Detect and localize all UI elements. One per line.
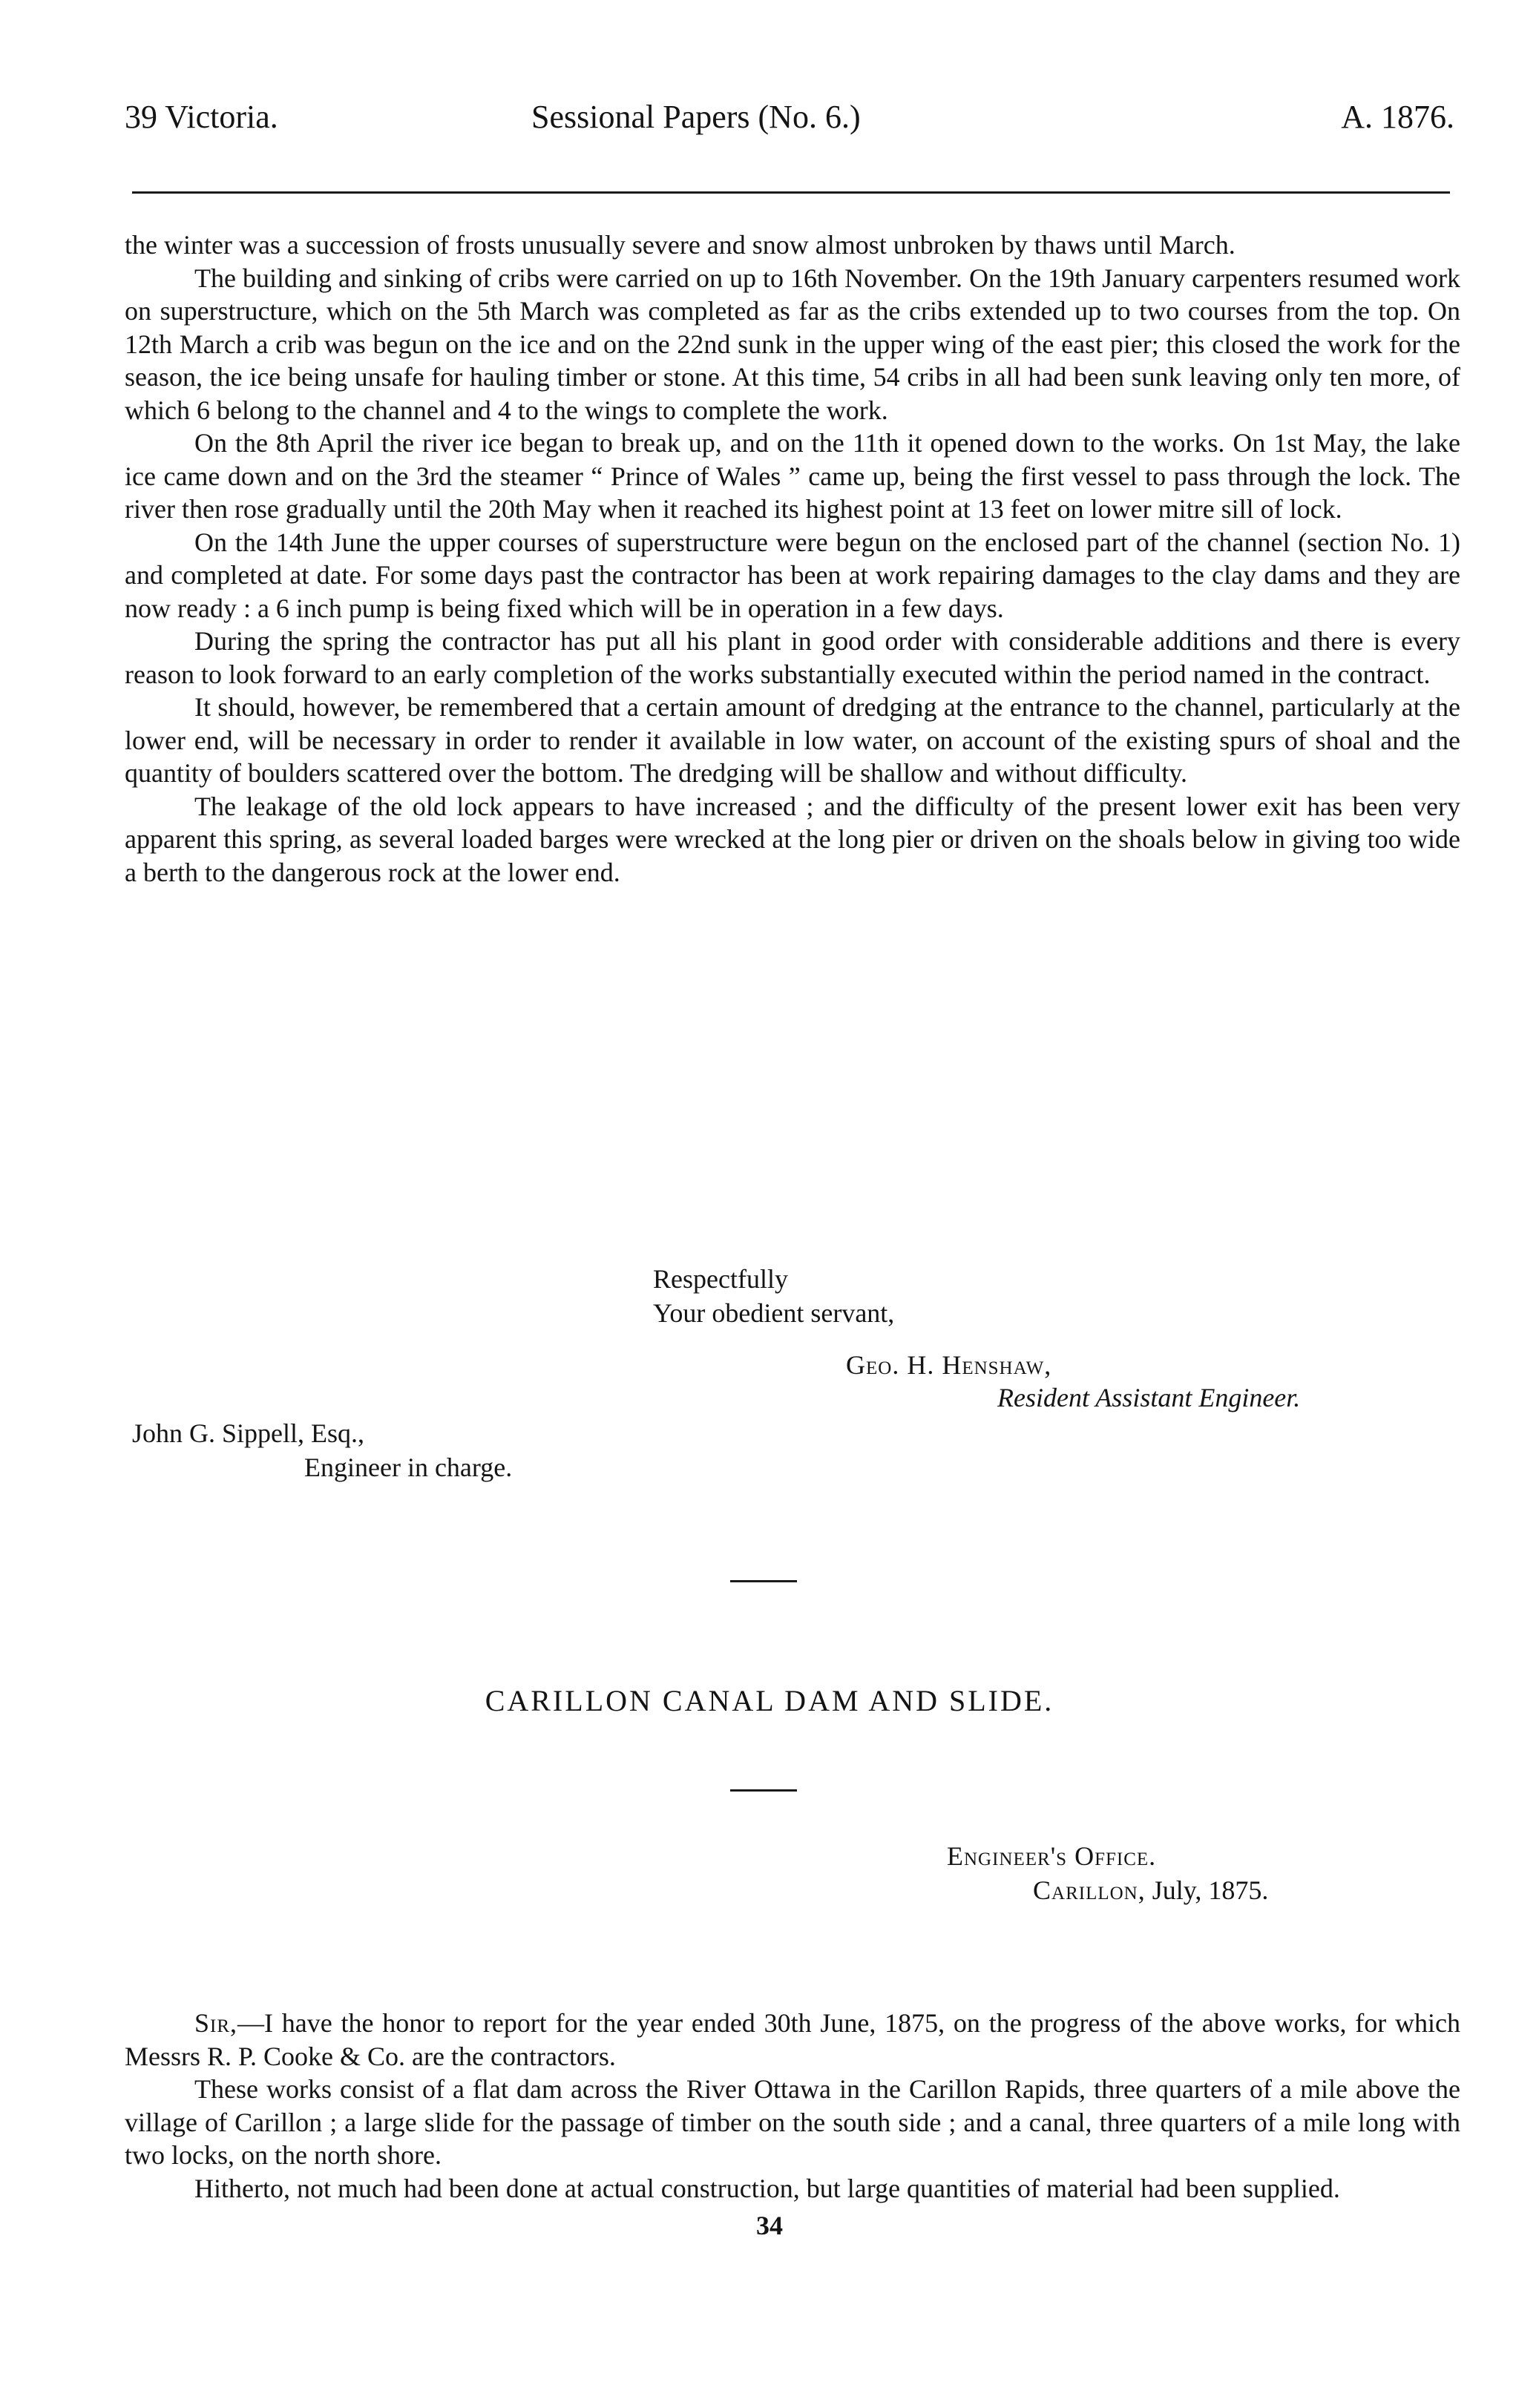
place-date-line [1033, 1874, 1268, 1907]
paragraph: Hitherto, not much had been done at actual construction, but large quantities of material had been supplied. [194, 2173, 1340, 2203]
paragraph-text: —I have the honor to report for the year ended 30th June, 1875, on the progress of the above works, for which Messrs R. P. Cooke & Co. are the contractors. [125, 2008, 1460, 2071]
paragraph: the winter was a succession of frosts unusually severe and snow almost unbroken by thaws until March. [125, 230, 1236, 260]
header-rule [132, 191, 1450, 194]
place: Carillon, [1033, 1875, 1146, 1905]
addressee-role: Engineer in charge. [304, 1453, 513, 1482]
section-divider [730, 1789, 797, 1792]
paragraph: These works consist of a flat dam across the River Ottawa in the Carillon Rapids, three quarters of a mile above the village of Carillon ; a large slide for the passage of timber on the south side ; and a canal, three quarters of a mile long with two locks, on the north shore. [125, 2074, 1460, 2170]
report-body-continued [125, 228, 1460, 889]
closing-respectfully: Respectfully [653, 1264, 788, 1294]
closing-servant: Your obedient servant, [653, 1298, 895, 1328]
paragraph: It should, however, be remembered that a certain amount of dredging at the entrance to the channel, particularly at the lower end, will be necessary in order to render it available in low water, on account of the existing spurs of shoal and the quantity of boulders scattered over the bottom. The dredging will be shallow and without difficulty. [125, 692, 1460, 788]
running-header [125, 88, 1454, 147]
paragraph [125, 2007, 1460, 2073]
paragraph: On the 8th April the river ice began to break up, and on the 11th it opened down to the works. On 1st May, the lake ice came down and on the 3rd the steamer “ Prince of Wales ” came up, being the first vessel to pass through the lock. The river then rose gradually until the 20th May when it reached its highest point at 13 feet on lower mitre sill of lock. [125, 428, 1460, 524]
salutation: Sir, [194, 2008, 238, 2038]
office-line: Engineer's Office. [947, 1841, 1157, 1871]
signature-name: Geo. H. Henshaw, [846, 1350, 1052, 1380]
paragraph: The building and sinking of cribs were carried on up to 16th November. On the 19th January carpenters resumed work on superstructure, which on the 5th March was completed as far as the cribs extended up to two courses from the top. On 12th March a crib was begun on the ice and on the 22nd sunk in the upper wing of the east pier; this closed the work for the season, the ice being unsafe for hauling timber or stone. At this time, 54 cribs in all had been sunk leaving only ten more, of which 6 belong to the channel and 4 to the wings to complete the work. [125, 263, 1460, 425]
page-number: 34 [756, 2211, 783, 2240]
header-volume: 39 Victoria. [125, 99, 278, 135]
section-title: CARILLON CANAL DAM AND SLIDE. [485, 1684, 1054, 1717]
paragraph: The leakage of the old lock appears to have increased ; and the difficulty of the present lower exit has been very apparent this spring, as several loaded barges were wrecked at the long pier or driven on the shoals below in giving too wide a berth to the dangerous rock at the lower end. [125, 791, 1460, 887]
section-divider [730, 1580, 797, 1582]
paragraph: During the spring the contractor has put all his plant in good order with considerable additions and there is every reason to look forward to an early completion of the works substantially executed within the period named in the contract. [125, 626, 1460, 689]
header-series: Sessional Papers (No. 6.) [531, 99, 861, 135]
paragraph: On the 14th June the upper courses of superstructure were begun on the enclosed part of the channel (section No. 1) and completed at date. For some days past the contractor has been at work repairing damages to the clay dams and they are now ready : a 6 inch pump is being fixed which will be in operation in a few days. [125, 527, 1460, 623]
date: July, 1875. [1145, 1875, 1269, 1905]
header-year: A. 1876. [1341, 99, 1454, 135]
signature-title: Resident Assistant Engineer. [997, 1383, 1301, 1412]
report-body-new [125, 2007, 1460, 2205]
addressee-name: John G. Sippell, Esq., [132, 1418, 365, 1448]
